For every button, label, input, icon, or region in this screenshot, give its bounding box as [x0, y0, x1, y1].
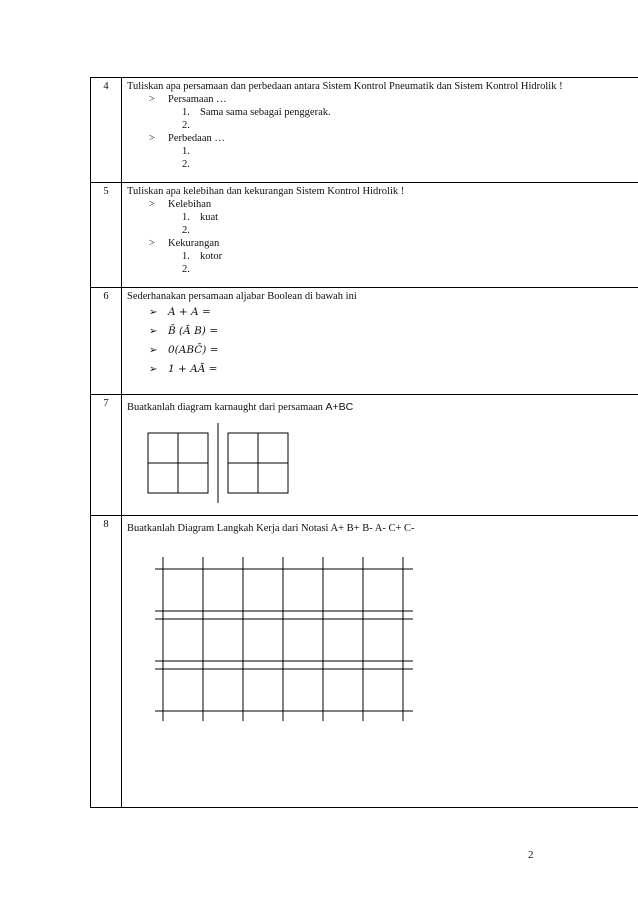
list-item: 2.	[182, 159, 190, 170]
list-item: 2.	[182, 225, 190, 236]
karnaugh-diagram	[147, 419, 347, 509]
question-number: 7	[90, 395, 122, 515]
list-item: > Perbedaan …	[149, 133, 225, 144]
equation: A+BC	[325, 401, 354, 413]
question-content	[123, 78, 638, 173]
list-item: > Kelebihan	[149, 199, 212, 210]
question-row-6	[90, 288, 638, 395]
list-item: ➢ 0(ABC̄) =	[149, 344, 219, 356]
question-content	[123, 183, 638, 278]
list-item: ➢ 1 + AĀ =	[149, 363, 218, 375]
question-text: Sederhanakan persamaan aljabar Boolean di bawah ini	[127, 291, 357, 302]
list-item: ➢ A + A =	[149, 306, 211, 318]
question-text: Buatkanlah Diagram Langkah Kerja dari Notasi A+ B+ B- A- C+ C-	[127, 523, 415, 534]
question-number: 5	[90, 183, 122, 287]
question-number: 8	[90, 516, 122, 807]
question-row-5	[90, 183, 638, 288]
question-number: 6	[90, 288, 122, 394]
question-row-4	[90, 78, 638, 183]
list-item: 1.	[182, 146, 190, 157]
question-content	[123, 395, 638, 511]
question-number: 4	[90, 78, 122, 182]
question-content	[123, 288, 638, 381]
list-item: 2.	[182, 264, 190, 275]
question-text: Buatkanlah diagram karnaught dari persamaan A+BC	[127, 401, 354, 413]
list-item: > Kekurangan	[149, 238, 220, 249]
list-item: > Persamaan …	[149, 94, 227, 105]
question-content	[123, 516, 638, 729]
step-diagram-grid	[155, 557, 455, 727]
list-item: 1. kuat	[182, 212, 219, 223]
list-item: 1. Sama sama sebagai penggerak.	[182, 107, 331, 118]
list-item: 1. kotor	[182, 251, 223, 262]
question-table	[90, 77, 638, 808]
list-item: ➢ B̄ (Ā B) =	[149, 325, 219, 337]
question-text: Tuliskan apa kelebihan dan kekurangan Sistem Kontrol Hidrolik !	[127, 186, 405, 197]
page-number: 2	[528, 849, 534, 861]
question-row-7	[90, 395, 638, 516]
list-item: 2.	[182, 120, 190, 131]
question-text: Tuliskan apa persamaan dan perbedaan antara Sistem Kontrol Pneumatik dan Sistem Kontrol Hidrolik !	[127, 81, 563, 92]
question-row-8	[90, 516, 638, 808]
